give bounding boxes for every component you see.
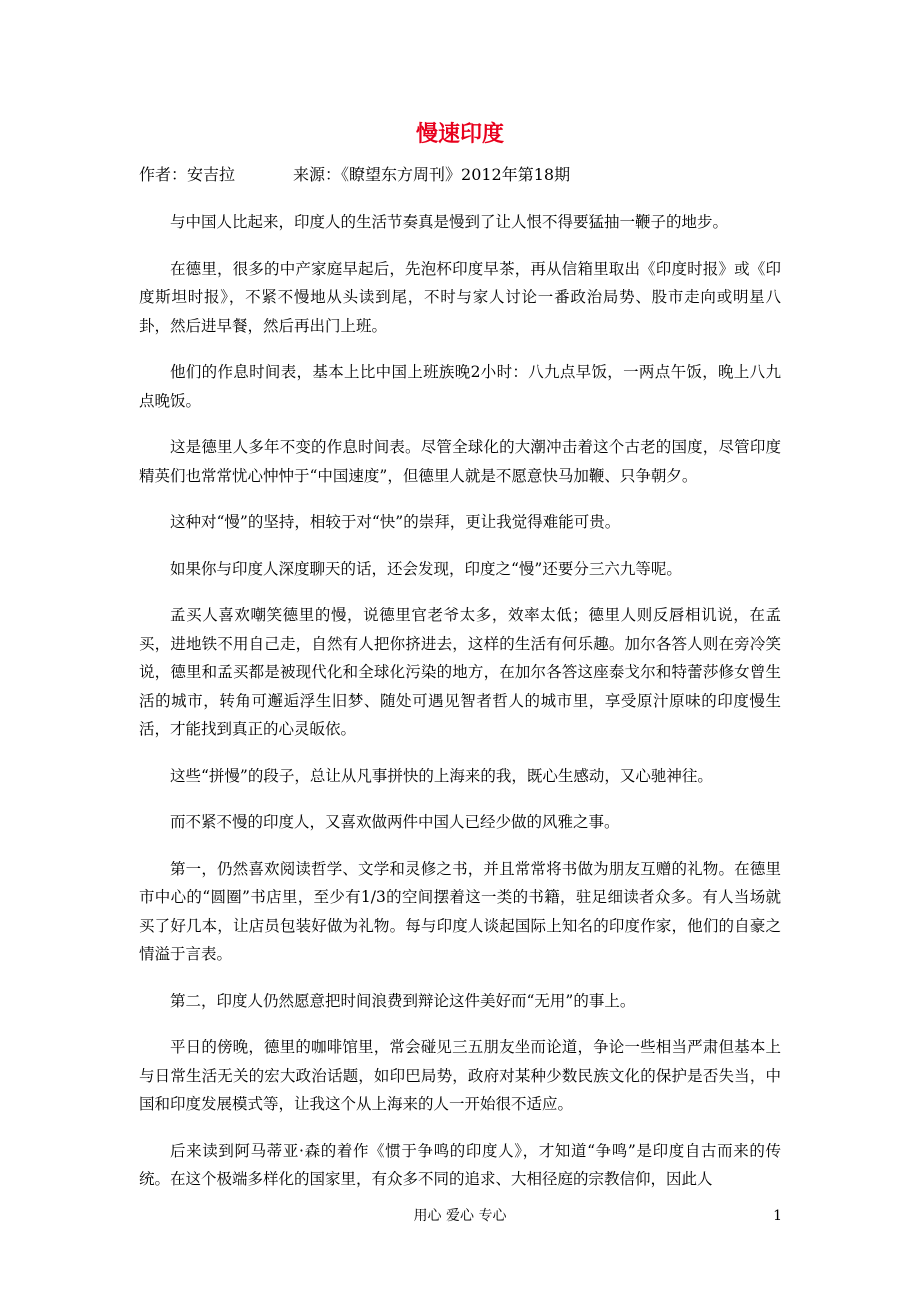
source-label: 来源：《瞭望东方周刊》2012年第18期 — [293, 165, 571, 184]
article-body — [139, 208, 781, 1212]
paragraph: 与中国人比起来，印度人的生活节奏真是慢到了让人恨不得要猛抽一鞭子的地步。 — [170, 213, 729, 231]
paragraph: 这是德里人多年不变的作息时间表。尽管全球化的大潮冲击着这个古老的国度，尽管印度精英们也常常忧心忡忡于“中国速度”，但德里人就是不愿意快马加鞭、只争朝夕。 — [139, 438, 781, 485]
page-footer: 用心 爱心 专心 — [413, 1208, 507, 1224]
paragraph: 而不紧不慢的印度人，又喜欢做两件中国人已经少做的风雅之事。 — [170, 813, 620, 831]
paragraph: 孟买人喜欢嘲笑德里的慢，说德里官老爷太多，效率太低；德里人则反唇相讥说，在孟买，进地铁不用自己走，自然有人把你挤进去，这样的生活有何乐趣。加尔各答人则在旁冷笑说，德里和孟买都是被现代化和全球化污染的地方，在加尔各答这座泰戈尔和特蕾莎修女曾生活的城市，转角可邂逅浮生旧梦、随处可遇见智者哲人的城市里，享受原汁原味的印度慢生活，才能找到真正的心灵皈依。 — [139, 606, 781, 738]
page-title: 慢速印度 — [415, 122, 504, 147]
page-number: 1 — [773, 1208, 782, 1224]
paragraph: 后来读到阿马蒂亚·森的着作《惯于争鸣的印度人》，才知道“争鸣”是印度自古而来的传统。在这个极端多样化的国家里，有众多不同的追求、大相径庭的宗教信仰，因此人 — [139, 1141, 781, 1188]
author-label: 作者：安吉拉 — [139, 165, 236, 184]
paragraph: 如果你与印度人深度聊天的话，还会发现，印度之“慢”还要分三六九等呢。 — [170, 559, 682, 578]
paragraph: 这些“拼慢”的段子，总让从凡事拼快的上海来的我，既心生感动，又心驰神往。 — [170, 766, 713, 785]
article-meta — [139, 163, 570, 187]
paragraph: 第二，印度人仍然愿意把时间浪费到辩论这件美好而“无用”的事上。 — [170, 991, 636, 1010]
paragraph: 平日的傍晚，德里的咖啡馆里，常会碰见三五朋友坐而论道，争论一些相当严肃但基本上与日常生活无关的宏大政治话题，如印巴局势，政府对某种少数民族文化的保护是否失当，中国和印度发展模式等，让我这个从上海来的人一开始很不适应。 — [139, 1038, 781, 1113]
paragraph: 他们的作息时间表，基本上比中国上班族晚2小时：八九点早饭，一两点午饭，晚上八九点晚饭。 — [139, 363, 781, 410]
paragraph: 第一，仍然喜欢阅读哲学、文学和灵修之书，并且常常将书做为朋友互赠的礼物。在德里市中心的“圆圈”书店里，至少有1/3的空间摆着这一类的书籍，驻足细读者众多。有人当场就买了好几本，让店员包装好做为礼物。每与印度人谈起国际上知名的印度作家，他们的自豪之情溢于言表。 — [139, 859, 781, 963]
paragraph: 这种对“慢”的坚持，相较于对“快”的崇拜，更让我觉得难能可贵。 — [170, 513, 621, 531]
paragraph: 在德里，很多的中产家庭早起后，先泡杯印度早茶，再从信箱里取出《印度时报》或《印度斯坦时报》，不紧不慢地从头读到尾，不时与家人讨论一番政治局势、股市走向或明星八卦，然后进早餐，然后再出门上班。 — [139, 259, 781, 335]
